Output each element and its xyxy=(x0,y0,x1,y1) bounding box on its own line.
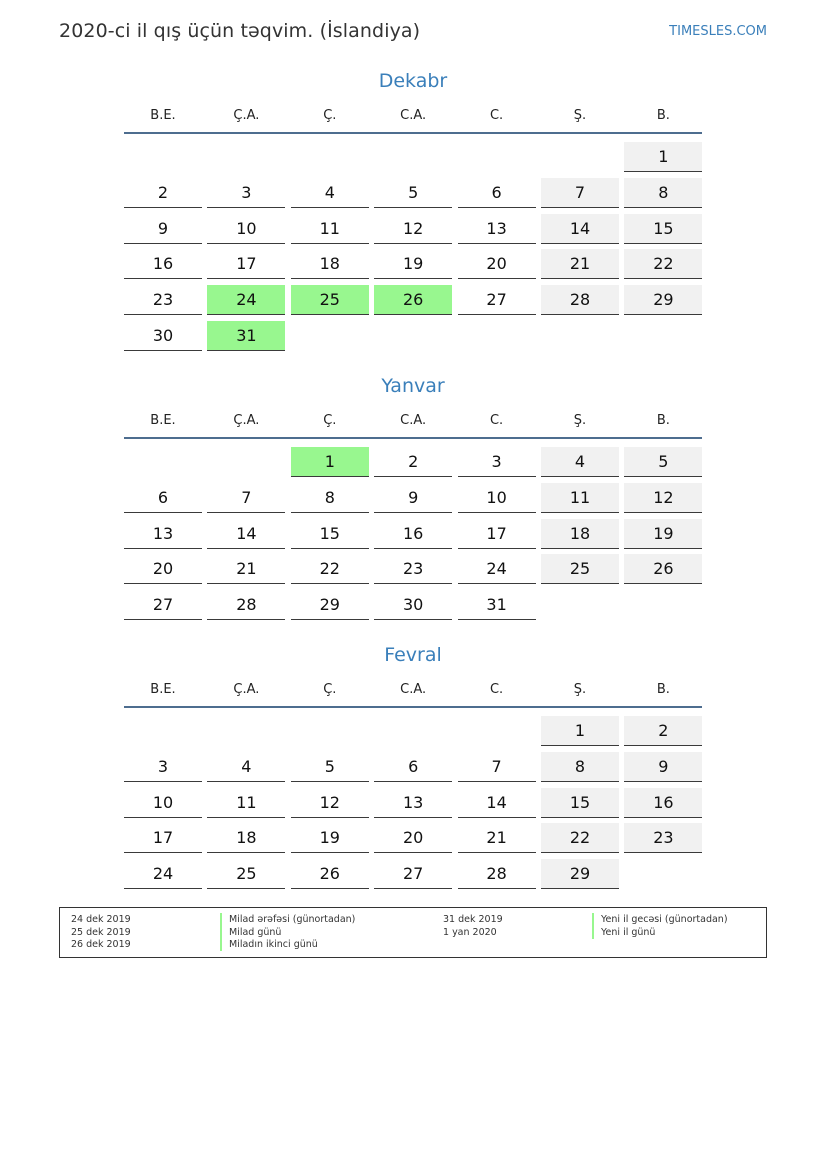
day-cell: 31 xyxy=(207,321,285,351)
weekday-label: C. xyxy=(489,682,504,697)
month-name: Fevral xyxy=(384,644,442,666)
weekday-label: B. xyxy=(656,682,670,697)
day-cell: 3 xyxy=(124,752,202,782)
weekday-label: B.E. xyxy=(150,682,176,697)
day-cell: 25 xyxy=(541,554,619,584)
weekday-label: Ç.A. xyxy=(233,108,260,123)
day-cell: 8 xyxy=(624,178,702,208)
weekday-label: Ş. xyxy=(573,413,587,428)
day-cell: 18 xyxy=(541,519,619,549)
day-cell: 23 xyxy=(374,554,452,584)
site-link[interactable]: TIMESLES.COM xyxy=(669,24,767,39)
weekday-label: Ş. xyxy=(573,108,587,123)
day-cell: 16 xyxy=(124,249,202,279)
day-cell: 31 xyxy=(458,590,536,620)
day-cell: 8 xyxy=(541,752,619,782)
day-cell: 22 xyxy=(541,823,619,853)
weekday-label: C. xyxy=(489,108,504,123)
day-cell: 24 xyxy=(207,285,285,315)
day-cell: 19 xyxy=(624,519,702,549)
day-cell: 27 xyxy=(124,590,202,620)
day-cell: 14 xyxy=(207,519,285,549)
day-cell: 29 xyxy=(624,285,702,315)
day-cell: 9 xyxy=(624,752,702,782)
day-cell: 13 xyxy=(124,519,202,549)
day-cell: 6 xyxy=(458,178,536,208)
day-cell: 11 xyxy=(541,483,619,513)
day-cell: 15 xyxy=(541,788,619,818)
day-cell: 21 xyxy=(458,823,536,853)
day-cell: 28 xyxy=(458,859,536,889)
legend-date: 1 yan 2020 xyxy=(443,927,497,938)
day-cell: 4 xyxy=(207,752,285,782)
header-divider xyxy=(124,706,702,708)
day-cell: 2 xyxy=(624,716,702,746)
weekday-header xyxy=(124,413,702,431)
day-cell: 18 xyxy=(207,823,285,853)
day-cell: 10 xyxy=(458,483,536,513)
day-cell: 13 xyxy=(458,214,536,244)
day-cell: 19 xyxy=(374,249,452,279)
day-cell: 6 xyxy=(124,483,202,513)
day-cell: 12 xyxy=(374,214,452,244)
weekday-label: Ç. xyxy=(323,108,337,123)
day-cell: 28 xyxy=(541,285,619,315)
day-cell: 3 xyxy=(458,447,536,477)
day-cell: 18 xyxy=(291,249,369,279)
day-cell: 19 xyxy=(291,823,369,853)
day-cell: 29 xyxy=(291,590,369,620)
day-cell: 17 xyxy=(458,519,536,549)
day-cell: 6 xyxy=(374,752,452,782)
day-cell: 13 xyxy=(374,788,452,818)
day-cell: 7 xyxy=(458,752,536,782)
day-cell: 11 xyxy=(207,788,285,818)
day-cell: 17 xyxy=(124,823,202,853)
day-cell: 11 xyxy=(291,214,369,244)
legend-holiday-name: Milad günü xyxy=(220,926,281,939)
weekday-label: Ş. xyxy=(573,682,587,697)
day-cell: 25 xyxy=(291,285,369,315)
weekday-label: C.A. xyxy=(400,413,427,428)
day-cell: 20 xyxy=(458,249,536,279)
legend-date: 26 dek 2019 xyxy=(71,939,131,950)
weekday-label: C.A. xyxy=(400,682,427,697)
day-cell: 20 xyxy=(124,554,202,584)
day-cell: 30 xyxy=(124,321,202,351)
weekday-label: C. xyxy=(489,413,504,428)
day-cell: 27 xyxy=(374,859,452,889)
day-cell: 24 xyxy=(124,859,202,889)
weekday-label: C.A. xyxy=(400,108,427,123)
weekday-label: B. xyxy=(656,413,670,428)
holiday-legend xyxy=(59,907,767,958)
day-cell: 27 xyxy=(458,285,536,315)
day-cell: 23 xyxy=(124,285,202,315)
month-name: Dekabr xyxy=(378,70,448,92)
day-cell: 8 xyxy=(291,483,369,513)
legend-date: 31 dek 2019 xyxy=(443,914,503,925)
legend-holiday-name: Yeni il gecəsi (günortadan) xyxy=(592,913,728,926)
day-cell: 9 xyxy=(374,483,452,513)
weekday-label: Ç. xyxy=(323,413,337,428)
day-cell: 5 xyxy=(624,447,702,477)
header-divider xyxy=(124,132,702,134)
day-cell: 20 xyxy=(374,823,452,853)
day-cell: 26 xyxy=(291,859,369,889)
day-cell: 29 xyxy=(541,859,619,889)
day-cell: 5 xyxy=(374,178,452,208)
day-cell: 25 xyxy=(207,859,285,889)
day-cell: 28 xyxy=(207,590,285,620)
day-cell: 15 xyxy=(291,519,369,549)
day-cell: 30 xyxy=(374,590,452,620)
day-cell: 26 xyxy=(374,285,452,315)
day-cell: 10 xyxy=(207,214,285,244)
legend-holiday-name: Milad ərəfəsi (günortadan) xyxy=(220,913,355,926)
legend-date: 24 dek 2019 xyxy=(71,914,131,925)
weekday-header xyxy=(124,682,702,700)
page-title: 2020-ci il qış üçün təqvim. (İslandiya) xyxy=(59,20,421,42)
day-cell: 2 xyxy=(374,447,452,477)
header-divider xyxy=(124,437,702,439)
day-cell: 16 xyxy=(624,788,702,818)
day-cell: 14 xyxy=(458,788,536,818)
day-cell: 7 xyxy=(207,483,285,513)
day-cell: 14 xyxy=(541,214,619,244)
day-cell: 10 xyxy=(124,788,202,818)
day-cell: 5 xyxy=(291,752,369,782)
day-cell: 4 xyxy=(291,178,369,208)
day-cell: 7 xyxy=(541,178,619,208)
weekday-label: B.E. xyxy=(150,108,176,123)
weekday-header xyxy=(124,108,702,126)
day-cell: 17 xyxy=(207,249,285,279)
weekday-label: Ç.A. xyxy=(233,413,260,428)
day-cell: 2 xyxy=(124,178,202,208)
weekday-label: Ç. xyxy=(323,682,337,697)
weekday-label: B. xyxy=(656,108,670,123)
day-cell: 1 xyxy=(541,716,619,746)
day-cell: 22 xyxy=(291,554,369,584)
day-cell: 21 xyxy=(207,554,285,584)
day-cell: 23 xyxy=(624,823,702,853)
day-cell: 15 xyxy=(624,214,702,244)
weekday-label: B.E. xyxy=(150,413,176,428)
legend-holiday-name: Miladın ikinci günü xyxy=(220,938,318,951)
day-cell: 22 xyxy=(624,249,702,279)
weekday-label: Ç.A. xyxy=(233,682,260,697)
legend-holiday-name: Yeni il günü xyxy=(592,926,655,939)
day-cell: 12 xyxy=(291,788,369,818)
day-cell: 1 xyxy=(624,142,702,172)
month-name: Yanvar xyxy=(381,375,445,397)
day-cell: 16 xyxy=(374,519,452,549)
day-cell: 9 xyxy=(124,214,202,244)
day-cell: 12 xyxy=(624,483,702,513)
day-cell: 21 xyxy=(541,249,619,279)
day-cell: 3 xyxy=(207,178,285,208)
day-cell: 1 xyxy=(291,447,369,477)
legend-date: 25 dek 2019 xyxy=(71,927,131,938)
day-cell: 4 xyxy=(541,447,619,477)
day-cell: 26 xyxy=(624,554,702,584)
day-cell: 24 xyxy=(458,554,536,584)
